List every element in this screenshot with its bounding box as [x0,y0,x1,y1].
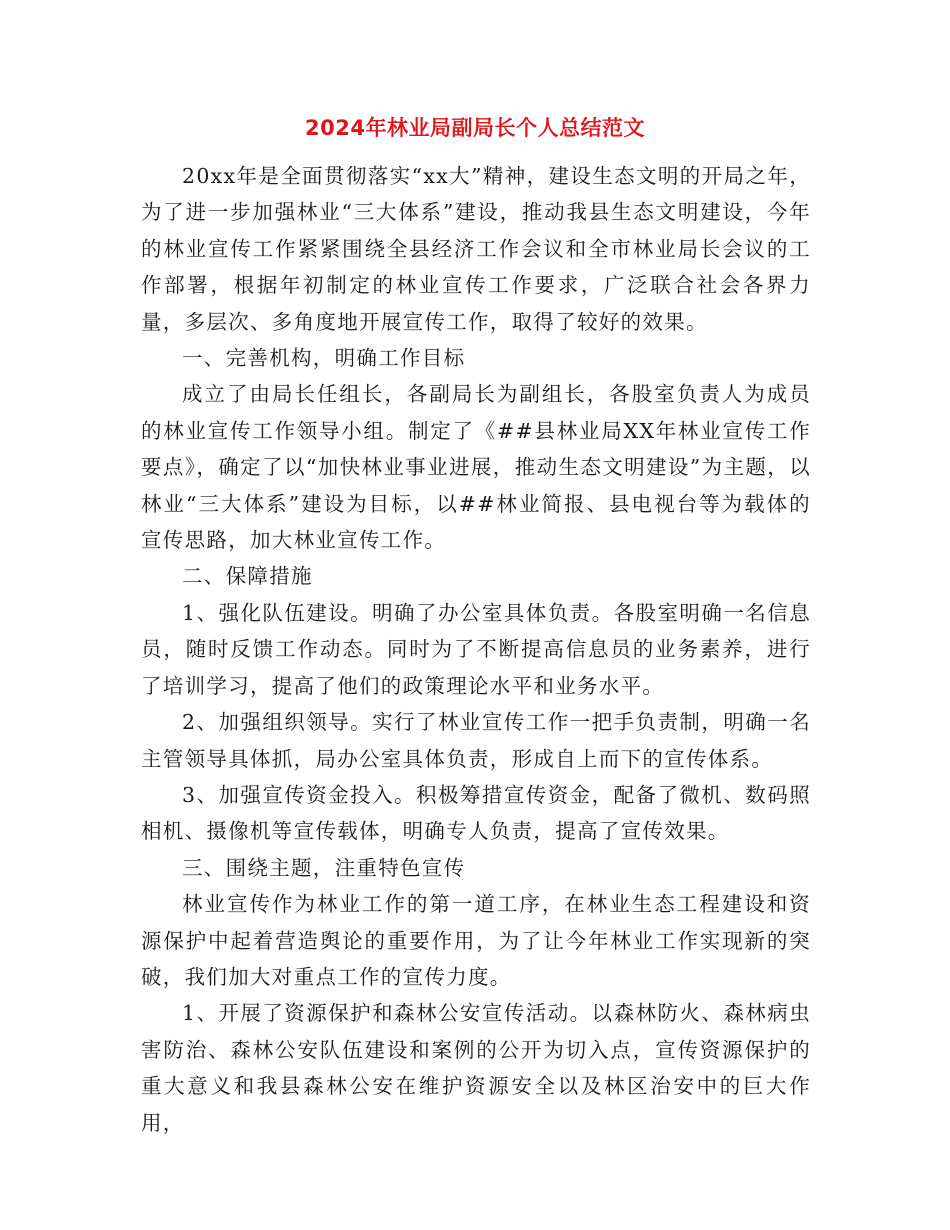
measure-item-3: 3、加强宣传资金投入。积极筹措宣传资金，配备了微机、数码照相机、摄像机等宣传载体，明确专人负责，提高了宣传效果。 [141,782,811,844]
section-3-paragraph: 林业宣传作为林业工作的第一道工序，在林业生态工程建设和资源保护中起着营造舆论的重要作用，为了让今年林业工作实现新的突破，我们加大对重点工作的宣传力度。 [141,892,811,989]
document-title: 2024年林业局副局长个人总结范文 [305,116,645,140]
section-heading-2: 二、保障措施 [182,564,313,589]
section-heading-1: 一、完善机构，明确工作目标 [182,346,466,371]
intro-paragraph: 20xx年是全面贯彻落实“xx大”精神，建设生态文明的开局之年，为了进一步加强林业“三大体系”建设，推动我县生态文明建设，今年的林业宣传工作紧紧围绕全县经济工作会议和全市林业局长会议的工作部署，根据年初制定的林业宣传工作要求，广泛联合社会各界力量，多层次、多角度地开展宣传工作，取得了较好的效果。 [141,164,811,334]
measure-item-1: 1、强化队伍建设。明确了办公室具体负责。各股室明确一名信息员，随时反馈工作动态。同时为了不断提高信息员的业务素养，进行了培训学习，提高了他们的政策理论水平和业务水平。 [141,600,811,698]
section-heading-3: 三、围绕主题，注重特色宣传 [182,855,466,880]
measure-item-2: 2、加强组织领导。实行了林业宣传工作一把手负责制，明确一名主管领导具体抓，局办公室具体负责，形成自上而下的宣传体系。 [141,710,811,771]
section-1-paragraph: 成立了由局长任组长，各副局长为副组长，各股室负责人为成员的林业宣传工作领导小组。制定了《##县林业局XX年林业宣传工作要点》，确定了以“加快林业事业进展，推动生态文明建设”为主题，以林业“三大体系”建设为目标，以##林业简报、县电视台等为载体的宣传思路，加大林业宣传工作。 [141,382,811,553]
activity-item-1: 1、开展了资源保护和森林公安宣传活动。以森林防火、森林病虫害防治、森林公安队伍建设和案例的公开为切入点，宣传资源保护的重大意义和我县森林公安在维护资源安全以及林区治安中的巨大作用， [141,1001,811,1135]
document-body [141,158,811,1141]
